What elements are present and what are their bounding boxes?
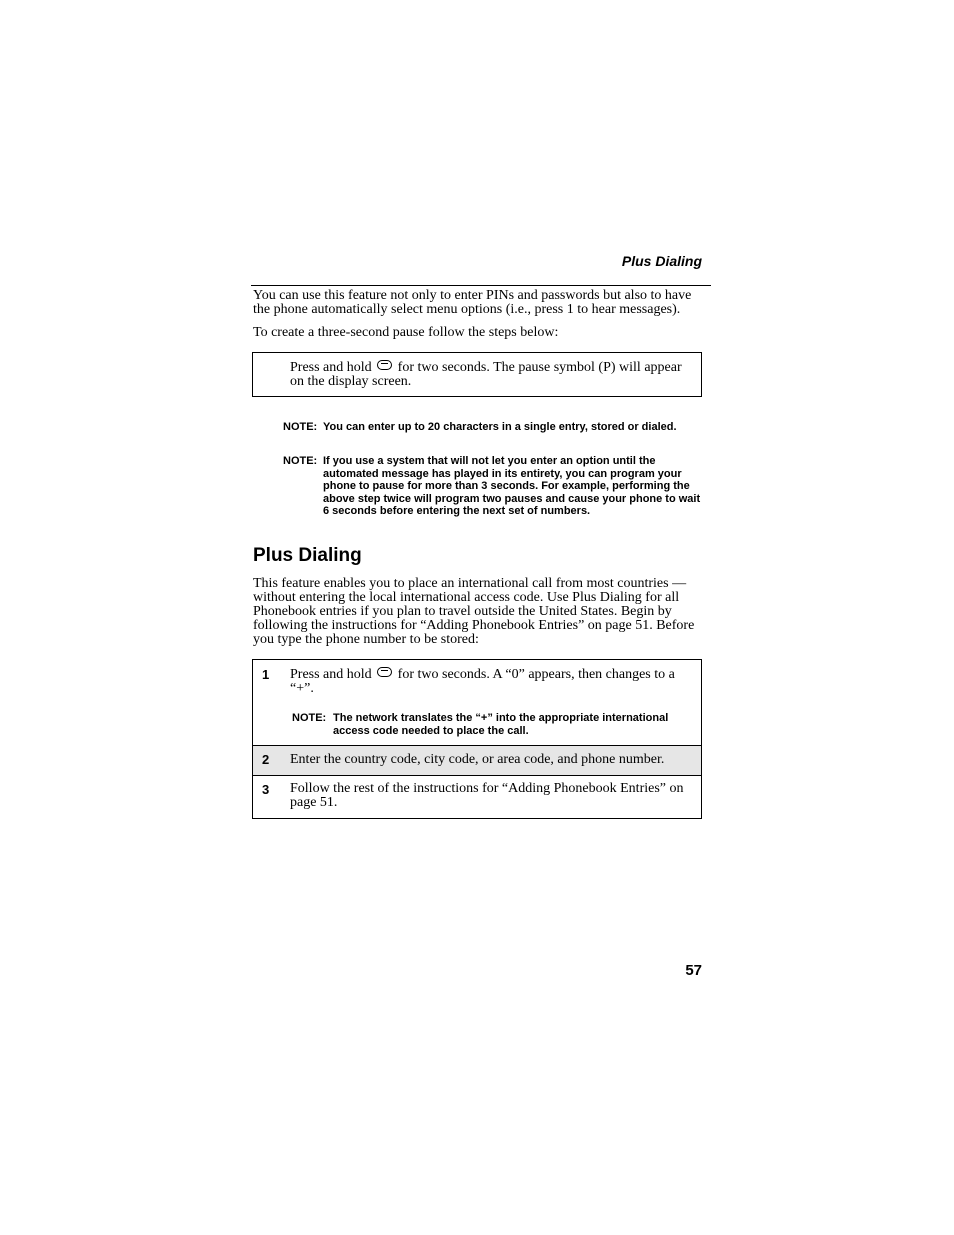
step-number: 2 bbox=[262, 752, 270, 767]
zero-key-icon bbox=[377, 667, 392, 677]
step-text-after: for two seconds. A “0” appears, then changes to a “+”. bbox=[290, 667, 675, 696]
intro-paragraph-2: To create a three-second pause follow the steps below: bbox=[253, 325, 559, 340]
step-text bbox=[290, 667, 690, 696]
note-text: If you use a system that will not let you enter an option until the automated message has played in its entirety, you can program your phone to pause for more than 3 seconds. For example, performing the above step twice will program two pauses and cause your phone to wait 6 seconds before entering the next set of numbers. bbox=[323, 455, 701, 517]
pause-instruction-box bbox=[252, 352, 702, 397]
step-text: Follow the rest of the instructions for “Adding Phonebook Entries” on page 51. bbox=[290, 781, 684, 810]
step-row bbox=[253, 775, 701, 818]
intro-paragraph-1: You can use this feature not only to enter PINs and passwords but also to have the phone automatically select menu options (i.e., press 1 to hear messages). bbox=[253, 288, 692, 317]
step-text: Enter the country code, city code, or area code, and phone number. bbox=[290, 752, 665, 767]
step-row bbox=[253, 660, 701, 745]
pause-key-icon bbox=[377, 360, 392, 370]
note-label: NOTE: bbox=[283, 455, 318, 467]
note-characters bbox=[283, 421, 703, 447]
running-head-title: Plus Dialing bbox=[621, 253, 702, 269]
step-text-before: Press and hold bbox=[290, 667, 372, 682]
pause-instruction-text bbox=[290, 360, 690, 389]
step-note bbox=[292, 712, 692, 738]
header-rule bbox=[251, 285, 711, 286]
note-text: You can enter up to 20 characters in a single entry, stored or dialed. bbox=[323, 421, 677, 433]
section-title: Plus Dialing bbox=[253, 545, 362, 566]
steps-table bbox=[252, 659, 702, 819]
section-paragraph: This feature enables you to place an international call from most countries — without entering the local international access code. Use Plus Dialing for all Phonebook entries if you plan to travel outside the United States. Begin by following the instructions for “Adding Phonebook Entries” on page 51. Before you type the phone number to be stored: bbox=[253, 576, 695, 647]
pause-text-before: Press and hold bbox=[290, 360, 372, 375]
note-text: The network translates the “+” into the appropriate international access code needed to place the call. bbox=[333, 712, 669, 737]
note-pause-system bbox=[283, 455, 703, 531]
pause-text-after: for two seconds. The pause symbol (P) will appear on the display screen. bbox=[290, 360, 682, 389]
page-number: 57 bbox=[685, 962, 702, 979]
step-row bbox=[253, 745, 701, 775]
step-number: 1 bbox=[262, 667, 270, 682]
note-label: NOTE: bbox=[283, 421, 318, 433]
note-label: NOTE: bbox=[292, 712, 327, 724]
step-number: 3 bbox=[262, 782, 270, 797]
